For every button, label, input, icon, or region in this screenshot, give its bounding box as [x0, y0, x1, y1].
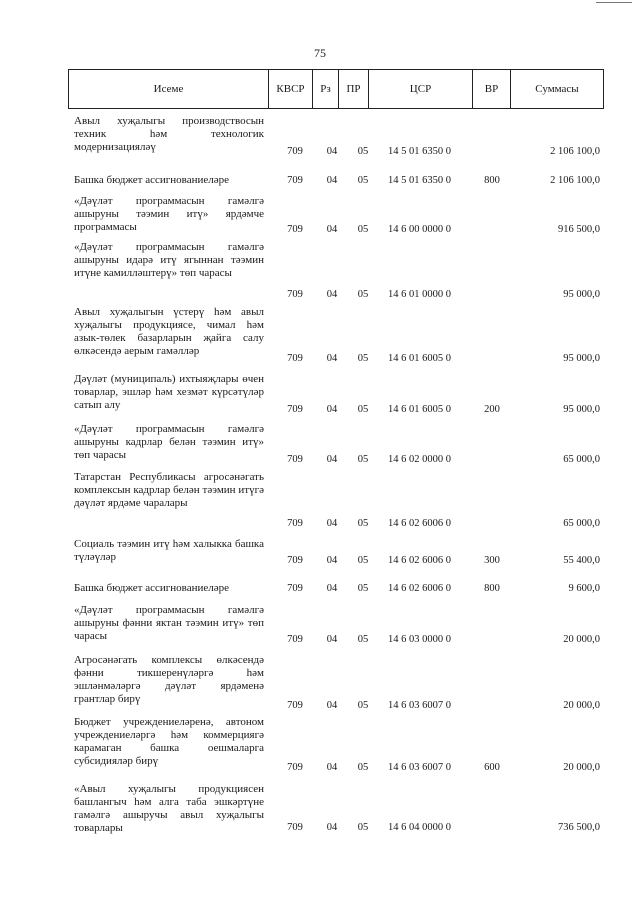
row-pr: 05 [357, 146, 369, 157]
row-kvsr: 709 [287, 700, 303, 711]
row-pr: 05 [357, 700, 369, 711]
row-vr: 300 [484, 555, 500, 566]
row-name: Социаль тәэмин итү һәм халыкка башка түләүләр [74, 538, 264, 563]
row-name: «Авыл хуҗалыгы продукциясен башлангыч һәм алга таба эшкәртүне гамәлгә ашыручы авыл хуҗалыгы товарлары [74, 783, 264, 834]
row-csr: 14 5 01 6350 0 [388, 175, 451, 186]
row-kvsr: 709 [287, 289, 303, 300]
row-rz: 04 [326, 404, 338, 415]
row-rz: 04 [326, 555, 338, 566]
row-name: Дәүләт (муниципаль) ихтыяҗлары өчен товарлар, эшләр һәм хезмәт күрсәтүләр сатып алу [74, 373, 264, 411]
row-sum: 65 000,0 [563, 454, 600, 465]
row-rz: 04 [326, 518, 338, 529]
row-csr: 14 6 02 0000 0 [388, 454, 451, 465]
row-vr: 600 [484, 762, 500, 773]
row-kvsr: 709 [287, 762, 303, 773]
page-number: 75 [314, 46, 326, 60]
table-header [68, 69, 604, 109]
header-rz: Рз [313, 70, 339, 108]
row-sum: 55 400,0 [563, 555, 600, 566]
header-name: Исеме [69, 70, 269, 108]
row-csr: 14 6 03 6007 0 [388, 700, 451, 711]
row-pr: 05 [357, 404, 369, 415]
row-csr: 14 5 01 6350 0 [388, 146, 451, 157]
row-name: Авыл хуҗалыгы производствосын техник һәм технологик модернизацияләү [74, 115, 264, 153]
row-name: Татарстан Республикасы агросәнәгать комплексын кадрлар белән тәэмин итүгә дәүләт ярдәме чаралары [74, 471, 264, 509]
row-sum: 65 000,0 [563, 518, 600, 529]
row-vr: 800 [484, 583, 500, 594]
row-pr: 05 [357, 175, 369, 186]
row-rz: 04 [326, 762, 338, 773]
row-csr: 14 6 00 0000 0 [388, 224, 451, 235]
row-pr: 05 [357, 583, 369, 594]
row-pr: 05 [357, 555, 369, 566]
row-sum: 2 106 100,0 [550, 175, 600, 186]
row-kvsr: 709 [287, 146, 303, 157]
row-sum: 20 000,0 [563, 762, 600, 773]
header-pr: ПР [339, 70, 369, 108]
row-sum: 20 000,0 [563, 634, 600, 645]
row-sum: 916 500,0 [558, 224, 600, 235]
row-rz: 04 [326, 583, 338, 594]
row-csr: 14 6 01 0000 0 [388, 289, 451, 300]
row-kvsr: 709 [287, 404, 303, 415]
header-csr: ЦСР [369, 70, 473, 108]
row-rz: 04 [326, 289, 338, 300]
row-name: «Дәүләт программасын гамәлгә ашыруны кадрлар белән тәэмин итү» төп чарасы [74, 423, 264, 461]
row-pr: 05 [357, 353, 369, 364]
corner-line [596, 2, 632, 3]
row-name: Башка бюджет ассигнованиеләре [74, 174, 229, 186]
row-pr: 05 [357, 518, 369, 529]
row-kvsr: 709 [287, 454, 303, 465]
row-kvsr: 709 [287, 353, 303, 364]
row-rz: 04 [326, 700, 338, 711]
row-pr: 05 [357, 289, 369, 300]
row-csr: 14 6 02 6006 0 [388, 518, 451, 529]
row-rz: 04 [326, 634, 338, 645]
row-sum: 95 000,0 [563, 353, 600, 364]
row-kvsr: 709 [287, 175, 303, 186]
row-name: «Дәүләт программасын гамәлгә ашыруны идарә итү ягыннан тәэмин итүне камилләштерү» төп чарасы [74, 241, 264, 279]
row-pr: 05 [357, 634, 369, 645]
row-rz: 04 [326, 353, 338, 364]
row-kvsr: 709 [287, 583, 303, 594]
row-sum: 95 000,0 [563, 289, 600, 300]
row-csr: 14 6 01 6005 0 [388, 404, 451, 415]
row-sum: 9 600,0 [568, 583, 600, 594]
row-sum: 736 500,0 [558, 822, 600, 833]
row-pr: 05 [357, 454, 369, 465]
row-name: «Дәүләт программасын гамәлгә ашыруны фәнни яктан тәэмин итү» төп чарасы [74, 604, 264, 642]
row-vr: 800 [484, 175, 500, 186]
row-name: Агросәнәгать комплексы өлкәсендә фәнни тикшеренүләргә һәм эшләнмәләргә дәүләт ярдәменә грантлар бирү [74, 654, 264, 705]
row-sum: 20 000,0 [563, 700, 600, 711]
row-sum: 2 106 100,0 [550, 146, 600, 157]
header-kvsr: КВСР [269, 70, 313, 108]
row-kvsr: 709 [287, 822, 303, 833]
row-kvsr: 709 [287, 518, 303, 529]
row-rz: 04 [326, 822, 338, 833]
header-vr: ВР [473, 70, 511, 108]
row-pr: 05 [357, 762, 369, 773]
row-vr: 200 [484, 404, 500, 415]
row-name: Бюджет учреждениеләренә, автоном учреждениеләргә һәм коммерциягә карамаган башка оешмаларга субсидияләр бирү [74, 716, 264, 767]
row-csr: 14 6 04 0000 0 [388, 822, 451, 833]
row-rz: 04 [326, 224, 338, 235]
row-pr: 05 [357, 822, 369, 833]
row-pr: 05 [357, 224, 369, 235]
row-name: «Дәүләт программасын гамәлгә ашыруны тәэмин итү» ярдәмче программасы [74, 195, 264, 233]
row-csr: 14 6 03 0000 0 [388, 634, 451, 645]
header-sum: Суммасы [535, 83, 579, 95]
row-kvsr: 709 [287, 555, 303, 566]
row-sum: 95 000,0 [563, 404, 600, 415]
row-csr: 14 6 02 6006 0 [388, 555, 451, 566]
row-csr: 14 6 01 6005 0 [388, 353, 451, 364]
row-csr: 14 6 02 6006 0 [388, 583, 451, 594]
row-name: Авыл хуҗалыгын үстерү һәм авыл хуҗалыгы продукциясе, чимал һәм азык-төлек базарларын җайга салу өлкәсендә аерым гамәлләр [74, 306, 264, 357]
row-kvsr: 709 [287, 224, 303, 235]
row-name: Башка бюджет ассигнованиеләре [74, 582, 229, 594]
row-kvsr: 709 [287, 634, 303, 645]
row-rz: 04 [326, 146, 338, 157]
row-rz: 04 [326, 175, 338, 186]
row-csr: 14 6 03 6007 0 [388, 762, 451, 773]
row-rz: 04 [326, 454, 338, 465]
